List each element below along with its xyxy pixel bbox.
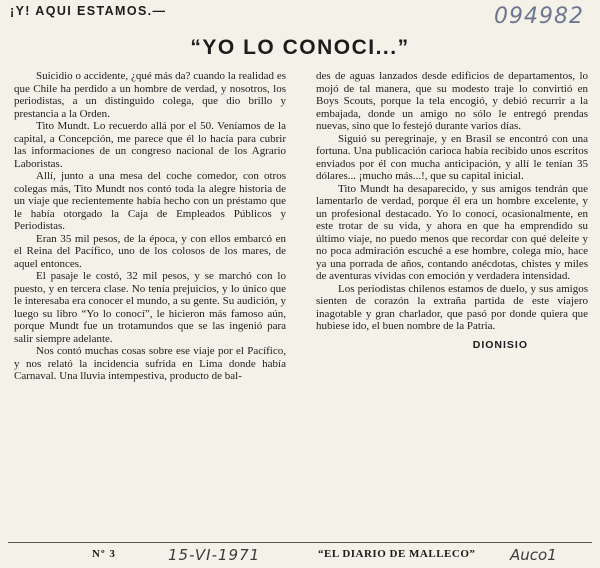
article-headline: “YO LO CONOCI...” xyxy=(190,36,410,59)
paragraph: Tito Mundt ha desaparecido, y sus amigos tendrán que lamentarlo de verdad, porque él era un hombre excelente, y un profesional destacado. Yo lo conocí, ocasionalmente, en este trotar de su vida, y ahora en que ha emprendido su último viaje, no puedo menos que recordar con qué deleite y no poca admiración escuché a ese hombre, colega mío, hace ya una porrada de años, contando anécdotas, chistes y miles de aventuras vividas con emoción y verdadera intensidad. xyxy=(316,182,588,282)
article-right-column xyxy=(316,70,588,351)
paragraph: Suicidio o accidente, ¿qué más da? cuando la realidad es que Chile ha perdido a un hombre de verdad, y nosotros, los periodistas, a un distinguido colega, que dio brillo y prestancia a la Orden. xyxy=(14,70,286,120)
paragraph: Nos contó muchas cosas sobre ese viaje por el Pacífico, y nos relató la incidencia sufrida en Lima donde había Carnaval. Una lluvia intempestiva, producto de bal- xyxy=(14,345,286,382)
author-signature: DIONISIO xyxy=(472,338,528,351)
footer-divider xyxy=(8,542,592,543)
paragraph: des de aguas lanzados desde edificios de departamentos, lo mojó de tal manera, que su modesto traje lo convirtió en Boys Scouts, porque la tela encogió, y debió recurrir a la embajada, donde un amigo no sólo le entregó prendas nuevas, sino que lo festejó durante varios días. xyxy=(316,70,588,132)
newspaper-source: “EL DIARIO DE MALLECO” xyxy=(318,548,476,560)
paragraph: Allí, junto a una mesa del coche comedor, con otros colegas más, Tito Mundt nos contó toda la alegre historia de un viaje que recientemente había hecho con un préstamo que le había otorgado la Caja de Empleados Públicos y Periodistas. xyxy=(14,170,286,232)
handwritten-catalog-number: 094982 xyxy=(494,4,584,29)
paragraph: El pasaje le costó, 32 mil pesos, y se marchó con lo puesto, y en tercera clase. No tenía prejuicios, y lo único que le interesaba era conocer el mundo, a su gente. Su audición, y luego su libro “Yo lo conocí”, le hicieron más famoso aún, porque Mundt fue un trotamundos que se las ingenió para salir siempre adelante. xyxy=(14,270,286,345)
paragraph: Los periodistas chilenos estamos de duelo, y sus amigos sienten de corazón la extraña partida de este viajero inagotable y gran charlador, que pasó por donde quiera que hubiese ido, el buen nombre de la Patria. xyxy=(316,282,588,332)
handwritten-date: 15-VI-1971 xyxy=(168,546,261,564)
section-kicker: ¡Y! AQUI ESTAMOS.— xyxy=(10,4,167,18)
paragraph: Siguió su peregrinaje, y en Brasil se encontró con una fortuna. Una publicación carioca había recibido unos escritos enviados por él con mucha anticipación, y allí le tenían 35 dólares... ¡mucho más...!, que su capital inicial. xyxy=(316,132,588,182)
paragraph: Eran 35 mil pesos, de la época, y con ellos embarcó en el Reina del Pacífico, uno de los colosos de los mares, de aquel entonces. xyxy=(14,232,286,270)
article-left-column xyxy=(14,70,286,383)
issue-number: Nº 3 xyxy=(92,548,116,560)
handwritten-code: Auco1 xyxy=(510,546,557,564)
paragraph: Tito Mundt. Lo recuerdo allá por el 50. Veníamos de la capital, a Concepción, me parece que él lo hacía para cubrir las informaciones de un congreso nacional de los Agrario Laboristas. xyxy=(14,120,286,170)
